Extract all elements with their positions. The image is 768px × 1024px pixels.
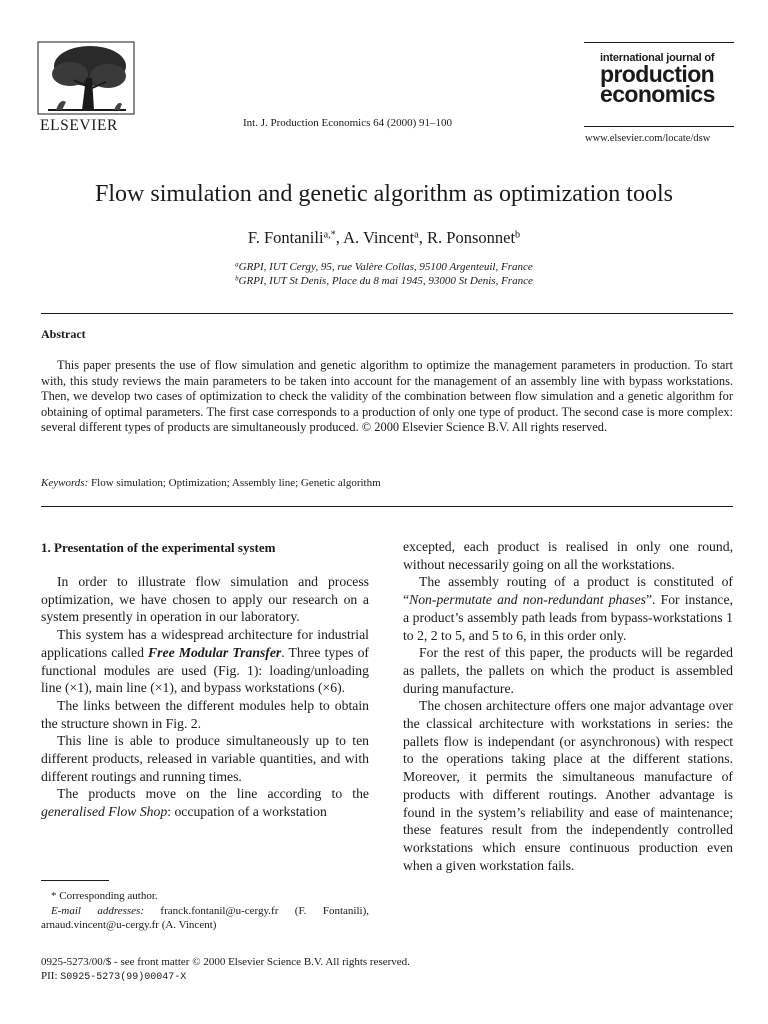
body-paragraph: The assembly routing of a product is constituted of “Non-permutate and non-redundant phases”. For instance, a product’s assembly path leads from bypass-workstations 1 to 2, 2 to 5, and 5 to 6, in this order only. <box>403 574 733 643</box>
keywords-label: Keywords: <box>41 477 89 489</box>
journal-name-line2: economics <box>600 81 715 107</box>
affiliation-text: GRPI, IUT St Denis, Place du 8 mai 1945, 93000 St Denis, France <box>238 275 533 287</box>
affiliation-b <box>0 275 768 287</box>
journal-name <box>600 61 715 107</box>
body-column-left <box>41 573 369 821</box>
divider-abstract <box>41 506 733 507</box>
body-paragraph: In order to illustrate flow simulation and process optimization, we have chosen to apply our research on a system presently in operation in our laboratory. <box>41 574 369 625</box>
affiliation-text: GRPI, IUT Cergy, 95, rue Valère Collas, 95100 Argenteuil, France <box>238 261 533 273</box>
abstract-text: This paper presents the use of flow simulation and genetic algorithm to optimize the management parameters in production. To start with, this study reviews the main parameters to be taken into account for the management of an assembly line with bypass workstations. Then, we develop two cases of optimization to check the validity of the combination between flow simulation and a genetic algorithm for obtaining of optimal parameters. The first case corresponds to a production of only one type of product. The second case is more complex: several different types of products are simultaneously produced. © 2000 Elsevier Science B.V. All rights reserved. <box>41 358 733 434</box>
footnote <box>41 889 369 933</box>
journal-url[interactable]: www.elsevier.com/locate/dsw <box>585 133 711 144</box>
citation: Int. J. Production Economics 64 (2000) 91–100 <box>243 117 452 129</box>
footnote-corresponding: * Corresponding author. <box>51 890 158 902</box>
affiliation-mark: a <box>235 261 239 269</box>
pii-value: S0925-5273(99)00047-X <box>60 972 187 983</box>
body-paragraph: For the rest of this paper, the products will be regarded as pallets, the pallets on which the product is assembled during manufacture. <box>403 645 733 696</box>
front-matter-line: 0925-5273/00/$ - see front matter © 2000 Elsevier Science B.V. All rights reserved. <box>41 956 410 968</box>
author-affiliation-mark: a <box>414 229 419 241</box>
body-paragraph: excepted, each product is realised in only one round, without necessarily going on all the workstations. <box>403 539 733 572</box>
divider-top <box>41 313 733 314</box>
keywords-text: Flow simulation; Optimization; Assembly line; Genetic algorithm <box>91 477 381 489</box>
footnote-email-text: franck.fontanil@u-cergy.fr (F. Fontanili), arnaud.vincent@u-cergy.fr (A. Vincent) <box>41 904 369 931</box>
footnote-email-label: E-mail addresses: <box>51 904 144 917</box>
pii-line <box>41 970 186 983</box>
author-list: F. Fontanili$^{a,*}$, A. Vincent$^a$, R. Ponsonnet$^b$ <box>247 228 521 247</box>
abstract-heading: Abstract <box>41 327 86 341</box>
footnote-rule <box>41 880 109 881</box>
body-paragraph: The chosen architecture offers one major advantage over the classical architecture with workstations in series: the pallets flow is independant (or asynchronous) with respect to the operations taking place at the different stations. Moreover, it permits the simultaneous manufacture of products with different routings. Another advantage is found in the system’s reliability and ease of maintenance; these features result from the independently controlled workstations which ensure continuous production even when a given workstation fails. <box>403 698 733 873</box>
affiliation-a <box>0 261 768 273</box>
section-heading: 1. Presentation of the experimental system <box>41 540 276 555</box>
author-name: A. Vincent <box>343 228 415 247</box>
journal-rule-top <box>584 42 734 43</box>
affiliation-mark: b <box>235 275 239 283</box>
publisher-name: ELSEVIER <box>40 117 118 134</box>
body-paragraph: This line is able to produce simultaneously up to ten different products, released in variable quantities, and with different routings and running times. <box>41 733 369 784</box>
paper-title: Flow simulation and genetic algorithm as optimization tools <box>95 181 673 207</box>
body-paragraph: This system has a widespread architecture for industrial applications called Free Modular Transfer. Three types of functional modules are used (Fig. 1): loading/unloading line (×1), main line (×1), and bypass workstations (×6). <box>41 627 369 696</box>
keywords <box>41 477 381 489</box>
journal-rule-bottom <box>584 126 734 127</box>
author-name: R. Ponsonnet <box>427 228 516 247</box>
emphasis-text: generalised Flow Shop <box>41 804 168 820</box>
journal-prefix: international journal of <box>600 52 715 64</box>
body-paragraph: The products move on the line according to the generalised Flow Shop: occupation of a workstation <box>41 786 369 820</box>
author-name: F. Fontanili <box>247 228 324 247</box>
author-affiliation-mark: b <box>515 229 521 241</box>
body-column-right <box>403 538 733 874</box>
journal-name-line1: production <box>600 61 715 87</box>
emphasis-text: Non-permutate and non-redundant phases <box>409 592 646 608</box>
pii-label: PII: <box>41 970 61 982</box>
body-paragraph: The links between the different modules help to obtain the structure shown in Fig. 2. <box>41 697 369 731</box>
emphasis-text: Free Modular Transfer <box>148 644 282 660</box>
footnote-emails <box>41 904 369 933</box>
author-affiliation-mark: a,* <box>323 229 336 241</box>
